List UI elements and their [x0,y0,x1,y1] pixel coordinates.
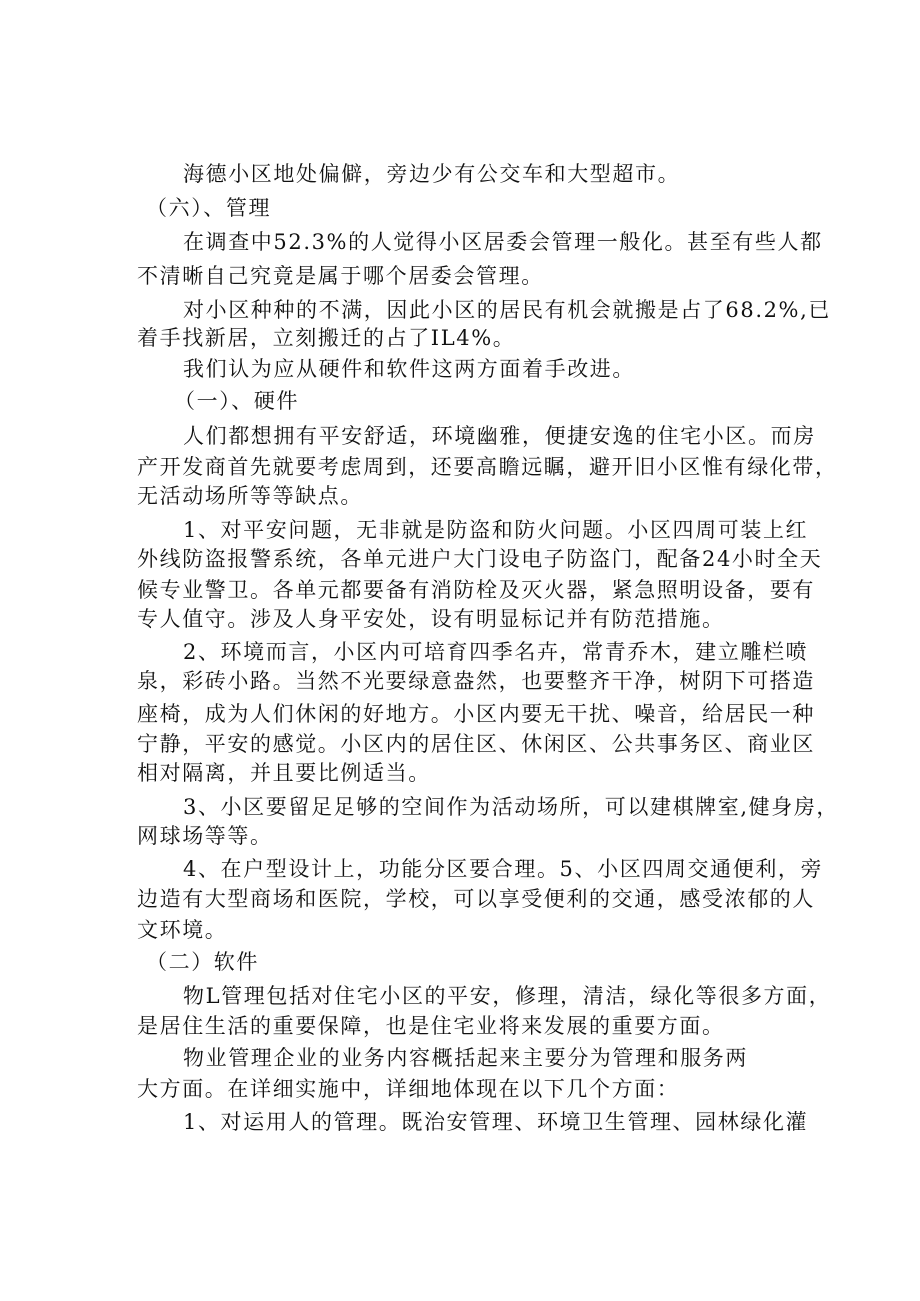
paragraph-line: 1、对运用人的管理。既治安管理、环境卫生管理、园林绿化灌 [183,1110,809,1134]
paragraph-line: 专人值守。涉及人身平安处，设有明显标记并有防范措施。 [137,607,725,631]
paragraph-line: 网球场等等。 [137,824,273,848]
paragraph-line: 产开发商首先就要考虑周到，还要高瞻远瞩，避开旧小区惟有绿化带， [137,455,838,479]
paragraph-line: 1、对平安问题，无非就是防盗和防火问题。小区四周可装上红 [183,518,809,542]
paragraph-line: 人们都想拥有平安舒适，环境幽雅，便捷安逸的住宅小区。而房 [183,424,816,448]
paragraph-line: 对小区种种的不满，因此小区的居民有机会就搬是占了68.2%,已 [183,298,831,322]
paragraph-line: 外线防盗报警系统，各单元进户大门设电子防盗门，配备24小时全天 [137,547,823,571]
paragraph-line: 泉，彩砖小路。当然不光要绿意盎然，也要整齐干净，树阴下可搭造 [137,669,815,693]
section-heading: （一）、硬件 [174,389,300,413]
paragraph-line: 是居住生活的重要保障，也是住宅业将来发展的重要方面。 [137,1014,725,1038]
paragraph-line: 相对隔离，并且要比例适当。 [137,761,431,785]
paragraph-line: 无活动场所等等缺点。 [137,484,363,508]
paragraph-line: 座椅，成为人们休闲的好地方。小区内要无干扰、噪音，给居民一种 [137,702,815,726]
paragraph-line: 候专业警卫。各单元都要备有消防栓及灭火器，紧急照明设备，要有 [137,578,815,602]
section-heading: （二）软件 [146,950,259,974]
paragraph-line: 海德小区地处偏僻，旁边少有公交车和大型超市。 [183,162,681,186]
paragraph-line: 边造有大型商场和医院，学校，可以享受便利的交通，感受浓郁的人 [137,887,815,911]
paragraph-line: 我们认为应从硬件和软件这两方面着手改进。 [183,357,635,381]
paragraph-line: 宁静，平安的感觉。小区内的居住区、休闲区、公共事务区、商业区 [137,732,815,756]
paragraph-line: 4、在户型设计上，功能分区要合理。5、小区四周交通便利，旁 [183,857,824,881]
paragraph-line: 文环境。 [137,918,228,942]
paragraph-line: 大方面。在详细实施中，详细地体现在以下几个方面： [137,1077,680,1101]
section-heading: （六）、管理 [146,196,272,220]
paragraph-line: 物L管理包括对住宅小区的平安，修理，清洁，绿化等很多方面， [183,984,832,1008]
paragraph-line: 不清晰自己究竟是属于哪个居委会管理。 [137,264,544,288]
paragraph-line: 物业管理企业的业务内容概括起来主要分为管理和服务两 [183,1046,748,1070]
paragraph-line: 2、环境而言，小区内可培育四季名卉，常青乔木，建立雕栏喷 [183,640,809,664]
paragraph-line: 着手找新居，立刻搬迁的占了IL4%。 [137,326,516,350]
paragraph-line: 在调查中52.3%的人觉得小区居委会管理一般化。甚至有些人都 [183,230,823,254]
paragraph-line: 3、小区要留足足够的空间作为活动场所，可以建棋牌室,健身房， [183,795,840,819]
